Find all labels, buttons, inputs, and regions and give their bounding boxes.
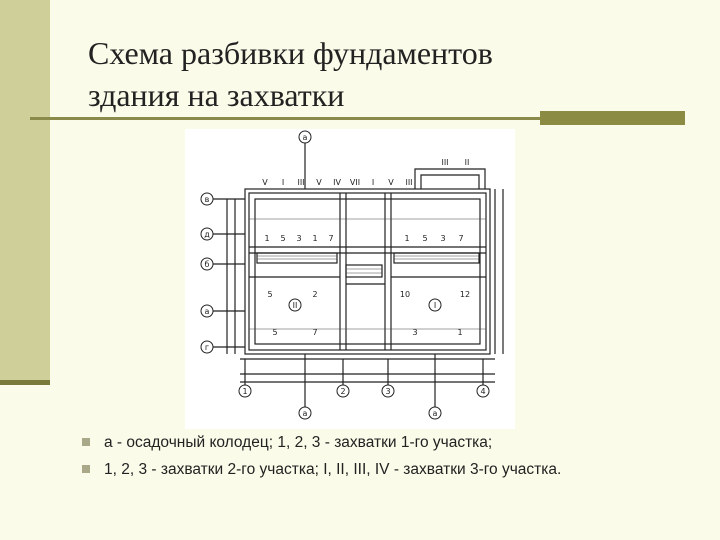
svg-text:V: V — [388, 178, 394, 187]
foundation-plan-drawing — [185, 129, 515, 429]
svg-text:5: 5 — [267, 290, 273, 299]
svg-text:III: III — [441, 158, 449, 167]
title-line-2: здания на захватки — [88, 77, 345, 113]
side-accent-bar — [0, 0, 50, 385]
svg-text:IV: IV — [333, 178, 341, 187]
svg-text:5: 5 — [280, 234, 286, 243]
svg-text:III: III — [405, 178, 413, 187]
svg-text:I: I — [281, 178, 285, 187]
svg-text:3: 3 — [385, 387, 391, 396]
svg-text:3: 3 — [296, 234, 302, 243]
svg-text:3: 3 — [412, 328, 418, 337]
svg-text:II: II — [464, 158, 470, 167]
svg-text:в: в — [204, 195, 210, 204]
list-item — [78, 456, 708, 483]
svg-text:г: г — [204, 343, 210, 352]
svg-text:3: 3 — [440, 234, 446, 243]
svg-text:5: 5 — [272, 328, 278, 337]
svg-text:7: 7 — [458, 234, 464, 243]
svg-text:7: 7 — [312, 328, 318, 337]
svg-text:а: а — [432, 409, 438, 418]
slide-title — [88, 32, 648, 116]
svg-text:V: V — [262, 178, 268, 187]
square-bullet-icon — [82, 465, 90, 473]
svg-text:I: I — [433, 301, 437, 310]
title-underline — [30, 117, 540, 120]
list-item — [78, 429, 708, 456]
svg-text:1: 1 — [264, 234, 270, 243]
svg-text:1: 1 — [404, 234, 410, 243]
foundation-plan-figure — [185, 129, 515, 429]
marker-a-top: а — [302, 133, 308, 142]
svg-text:V: V — [316, 178, 322, 187]
square-bullet-icon — [82, 438, 90, 446]
bullet-text: а - осадочный колодец; 1, 2, 3 - захватки 1-го участка; — [104, 434, 493, 451]
svg-text:1: 1 — [312, 234, 318, 243]
title-line-1: Схема разбивки фундаментов — [88, 35, 493, 71]
title-underline-block — [540, 111, 685, 125]
svg-text:2: 2 — [340, 387, 346, 396]
svg-text:I: I — [371, 178, 375, 187]
caption-list — [78, 429, 708, 483]
svg-text:1: 1 — [242, 387, 248, 396]
svg-text:5: 5 — [422, 234, 428, 243]
svg-text:4: 4 — [480, 387, 486, 396]
svg-text:III: III — [297, 178, 305, 187]
svg-text:II: II — [292, 301, 298, 310]
svg-text:10: 10 — [399, 290, 411, 299]
svg-text:1: 1 — [457, 328, 463, 337]
svg-text:7: 7 — [328, 234, 334, 243]
bullet-text: 1, 2, 3 - захватки 2-го участка; I, II, III, IV - захватки 3-го участка. — [104, 461, 562, 478]
svg-text:а: а — [302, 409, 308, 418]
svg-text:VII: VII — [349, 178, 361, 187]
svg-text:а: а — [204, 307, 210, 316]
svg-text:б: б — [204, 260, 210, 269]
side-accent-bar-edge — [0, 380, 50, 385]
svg-text:12: 12 — [459, 290, 471, 299]
svg-text:2: 2 — [312, 290, 318, 299]
svg-text:д: д — [204, 230, 210, 239]
